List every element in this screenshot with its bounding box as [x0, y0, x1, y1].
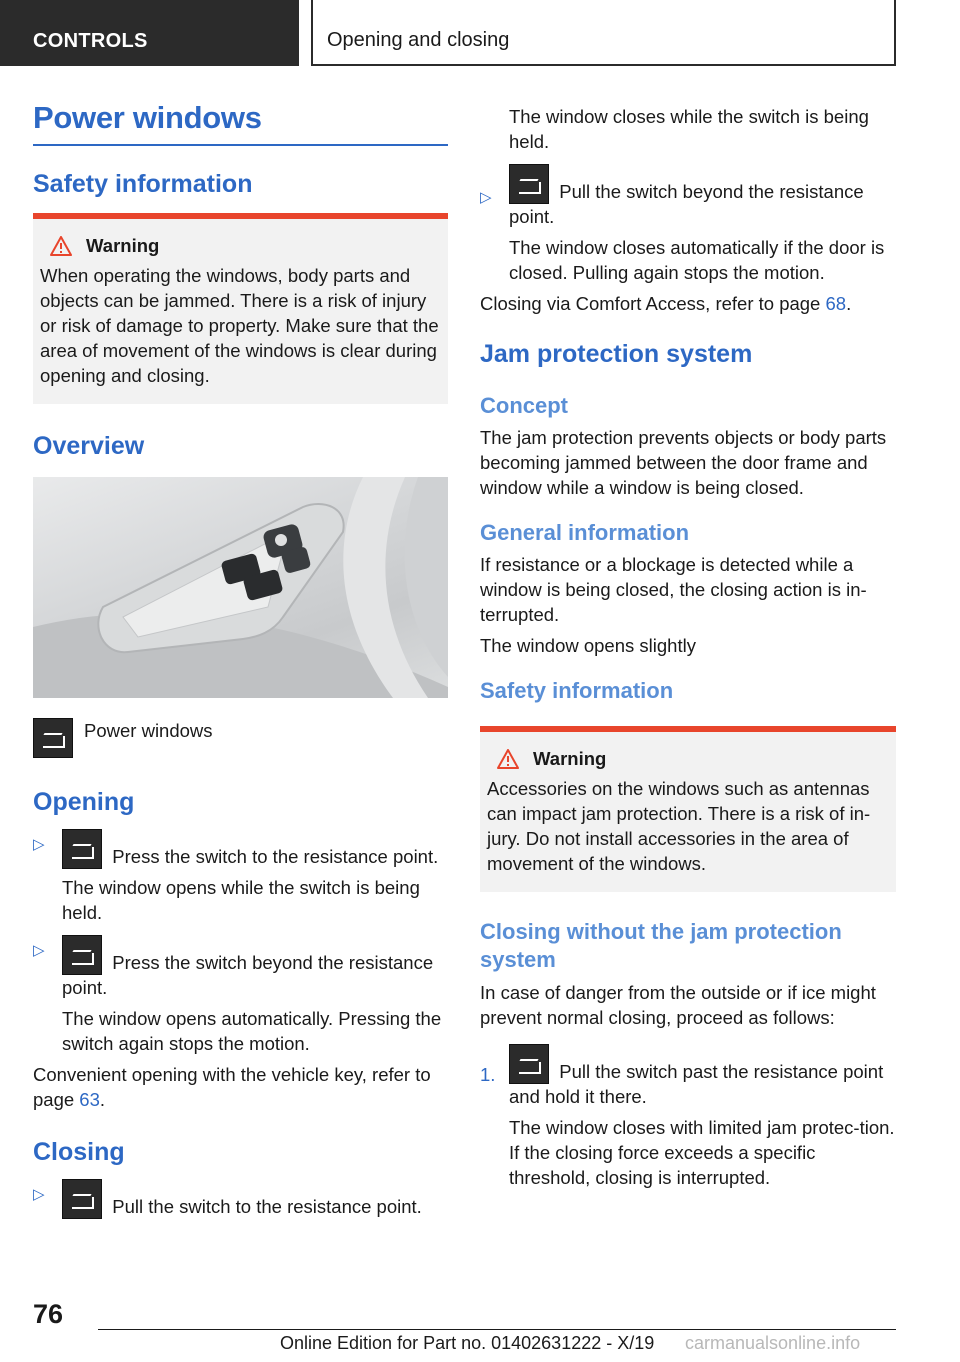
- opening-heading: Opening: [33, 788, 135, 816]
- warning-label: Warning: [533, 748, 607, 769]
- list-item: [33, 829, 448, 925]
- list-item: [480, 164, 896, 285]
- page-link[interactable]: 63: [79, 1089, 100, 1110]
- closing-step2-note: The window closes automatically if the door is closed. Pulling again stops the motion.: [509, 237, 885, 283]
- window-switch-icon: [62, 1179, 102, 1219]
- section-tab: CONTROLS: [0, 0, 299, 66]
- comfort-access-text: Closing via Comfort Access, refer to page 68.: [480, 293, 852, 314]
- list-item: [33, 935, 448, 1056]
- window-switch-icon: [509, 1044, 549, 1084]
- convenient-opening-text: Convenient opening with the vehicle key, refer to page 63.: [33, 1064, 431, 1110]
- step-number: 1.: [480, 1064, 496, 1085]
- opening-step1-note: The window opens while the switch is being held.: [62, 877, 420, 923]
- triangle-bullet-icon: ▷: [33, 1186, 45, 1203]
- triangle-bullet-icon: ▷: [33, 942, 45, 959]
- overview-heading: Overview: [33, 432, 145, 460]
- no-jam-heading: Closing without the jam protection system: [480, 919, 842, 972]
- step1-note: The window closes with limited jam protec-tion. If the closing force exceeds a specific threshold, closing is interrupted.: [509, 1117, 895, 1188]
- caption-row: [33, 718, 448, 758]
- warning-text: When operating the windows, body parts and objects can be jammed. There is a risk of injury or risk of damage to property. Make sure that the area of movement of the windows is clear during opening and closing.: [40, 265, 439, 386]
- page-link[interactable]: 68: [825, 293, 847, 314]
- list-item: [480, 1044, 896, 1190]
- triangle-bullet-icon: ▷: [33, 836, 45, 853]
- general-info-heading: General information: [480, 520, 690, 545]
- safety-heading-2: Safety information: [480, 678, 674, 703]
- concept-text: The jam protection prevents objects or body parts becoming jammed between the door frame and window while a window is being closed.: [480, 427, 887, 498]
- door-panel-illustration: [33, 477, 448, 698]
- closing-step1: Pull the switch to the resistance point.: [112, 1196, 422, 1217]
- warning-triangle-icon: [497, 749, 519, 769]
- general-info-text: If resistance or a blockage is detected while a window is being closed, the closing action is in-terrupted.: [480, 554, 867, 625]
- chapter-tab: Opening and closing: [311, 0, 896, 66]
- warning-label: Warning: [86, 235, 160, 256]
- list-item: [33, 1179, 448, 1219]
- jam-protection-heading: Jam protection system: [480, 340, 753, 368]
- no-jam-text: In case of danger from the outside or if ice might prevent normal closing, proceed as follows:: [480, 982, 876, 1028]
- triangle-bullet-icon: ▷: [480, 189, 492, 206]
- closing-step2: Pull the switch beyond the resistance point.: [509, 181, 864, 227]
- opening-step1: Press the switch to the resistance point.: [112, 846, 439, 867]
- window-switch-icon: [62, 935, 102, 975]
- closing-step1-note: The window closes while the switch is being held.: [509, 106, 869, 152]
- list-item: [480, 104, 896, 154]
- warning-box: [33, 213, 448, 404]
- page-header: [0, 0, 960, 66]
- opening-step2: Press the switch beyond the resistance point.: [62, 952, 434, 998]
- window-switch-icon: [62, 829, 102, 869]
- left-column: [33, 100, 448, 1219]
- concept-heading: Concept: [480, 393, 568, 418]
- safety-heading: Safety information: [33, 170, 253, 198]
- window-switch-icon: [33, 718, 73, 758]
- opening-step2-note: The window opens automatically. Pressing the switch again stops the motion.: [62, 1008, 442, 1054]
- right-column: [480, 104, 896, 1190]
- general-info-text-2: The window opens slightly: [480, 635, 696, 656]
- step1-text: Pull the switch past the resistance point and hold it there.: [509, 1061, 884, 1107]
- door-switch-photo: [33, 477, 448, 698]
- page-title: Power windows: [33, 100, 448, 146]
- photo-caption: Power windows: [84, 720, 213, 741]
- warning-box: [480, 726, 896, 892]
- watermark: carmanualsonline.info: [685, 1333, 861, 1353]
- edition-text: Online Edition for Part no. 01402631222 - X/19: [280, 1333, 655, 1353]
- footer-divider: [98, 1329, 896, 1330]
- warning-triangle-icon: [50, 236, 72, 256]
- closing-heading: Closing: [33, 1138, 125, 1166]
- page-number: 76: [33, 1299, 64, 1329]
- window-switch-icon: [509, 164, 549, 204]
- warning-text: Accessories on the windows such as antennas can impact jam protection. There is a risk of in-jury. Do not install accessories in the area of movement of the windows.: [487, 778, 871, 874]
